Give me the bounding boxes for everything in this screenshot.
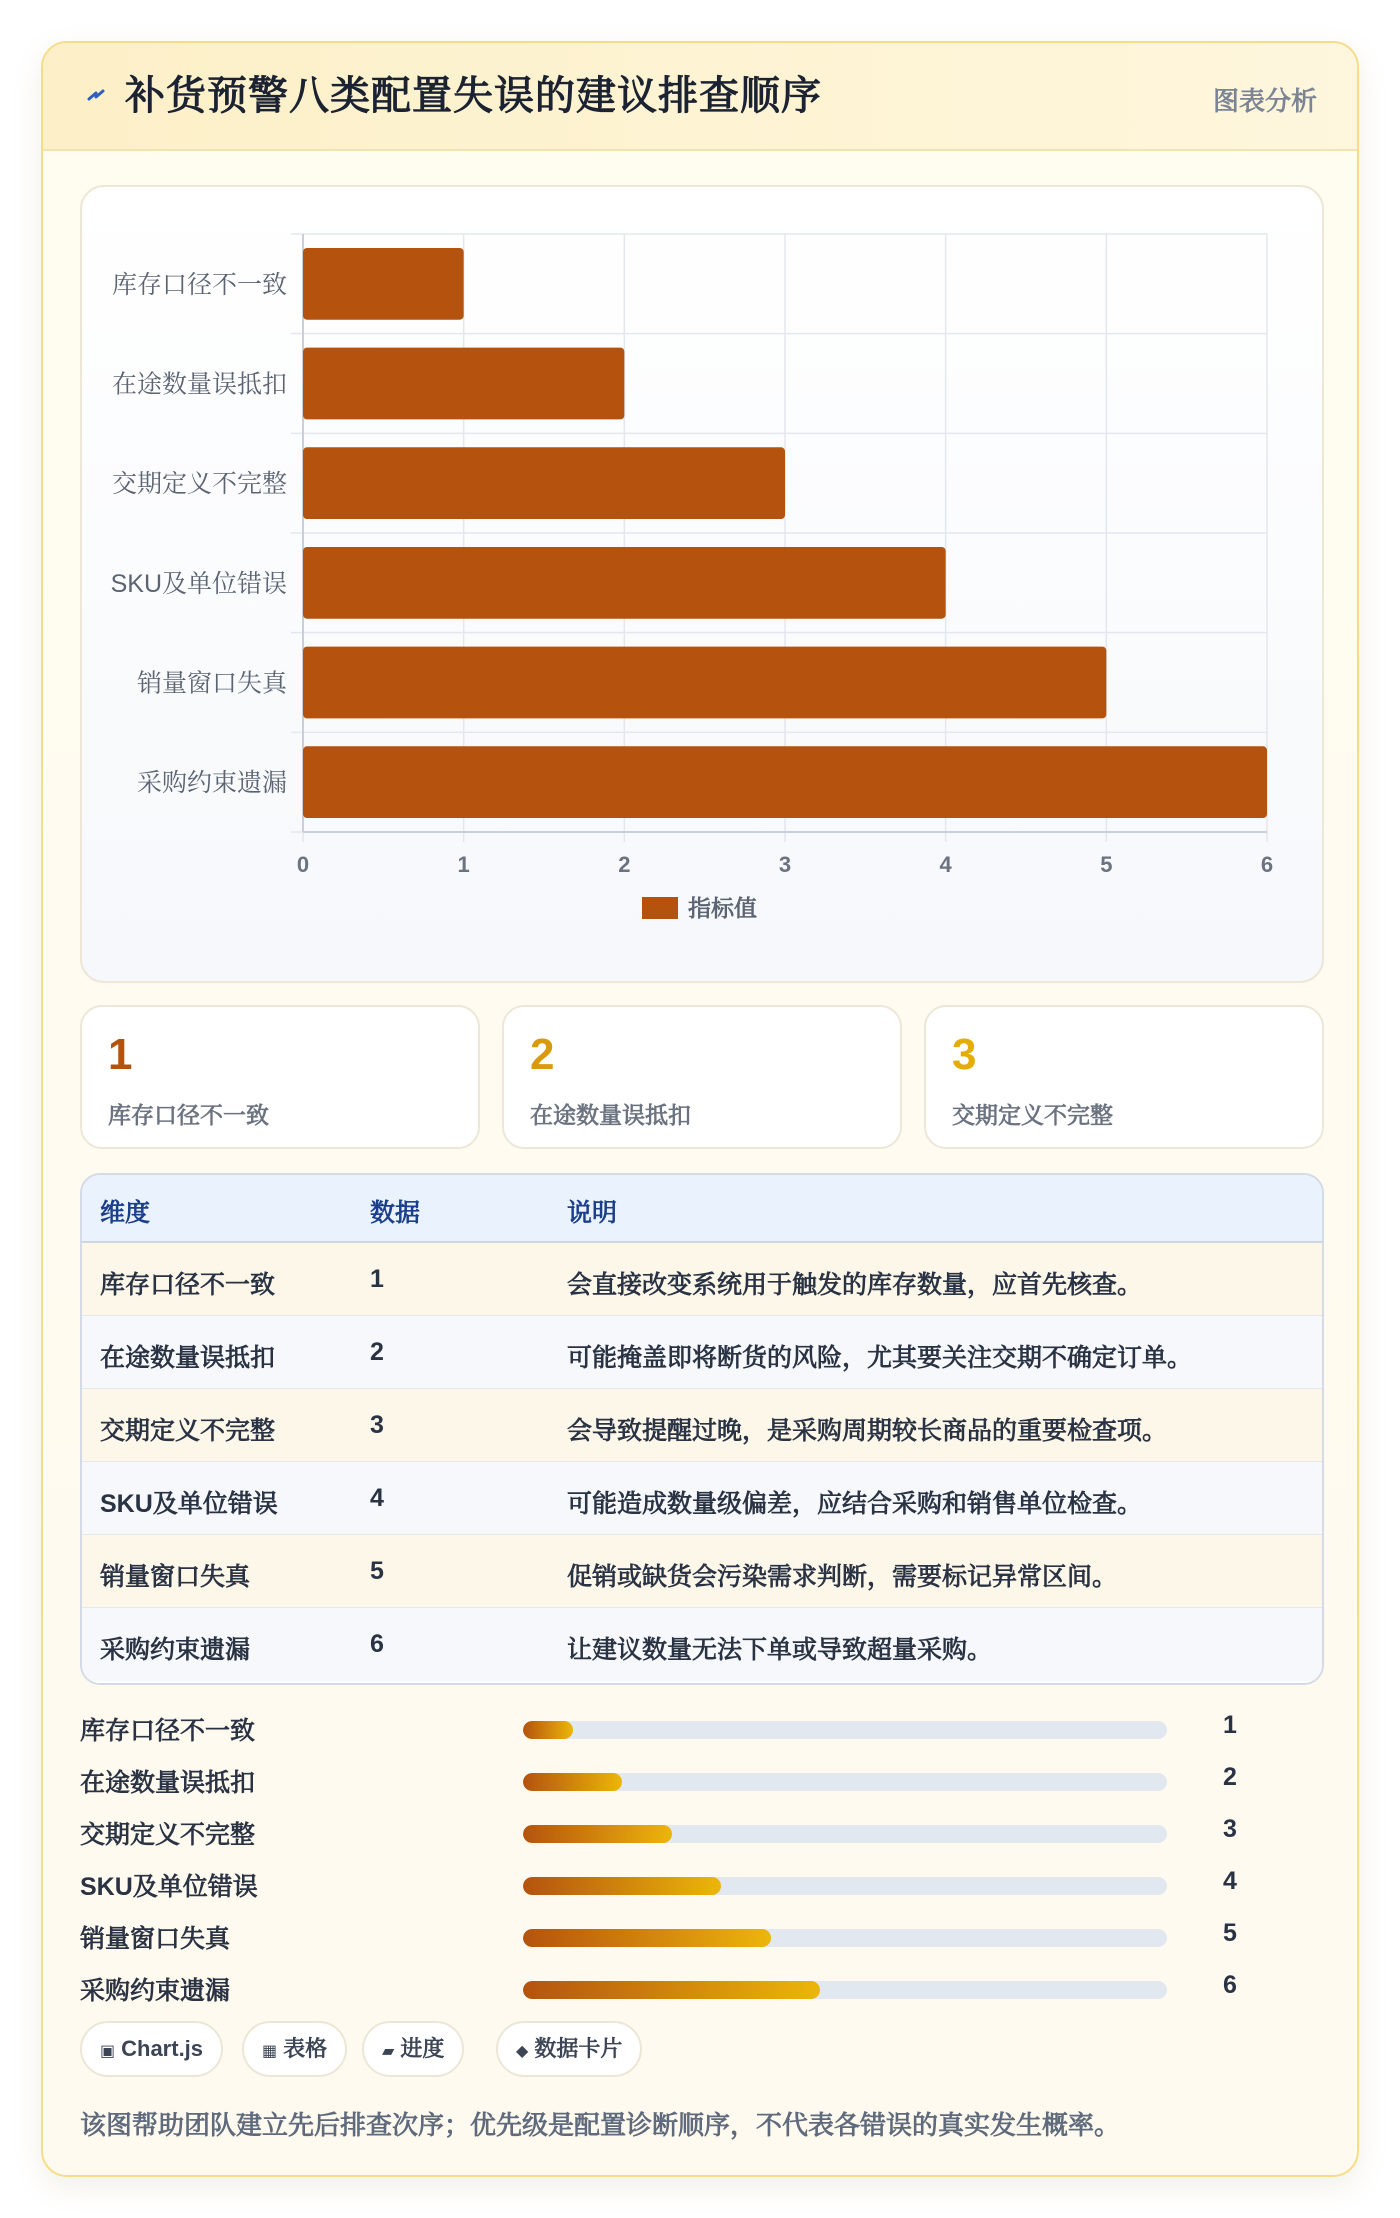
stat-card [80,1005,480,1149]
column-header-data: 数据 [370,1199,421,1227]
progress-fill [523,1721,573,1739]
progress-track [523,1721,1167,1739]
chart-bar [303,447,785,519]
table-row [82,1535,1322,1608]
progress-fill [523,1825,672,1843]
y-category-label: SKU及单位错误 [110,569,287,598]
progress-value: 2 [1223,1763,1237,1791]
table-cell: 5 [370,1557,384,1585]
progress-value: 3 [1223,1815,1237,1843]
table-cell: 让建议数量无法下单或导致超量采购。 [567,1636,993,1664]
progress-list [80,1707,1324,2027]
chip-label: 进度 [400,2036,445,2061]
page-title: 补货预警八类配置失误的建议排查顺序 [125,74,822,118]
progress-row [80,1915,1324,1955]
x-tick-label: 3 [778,852,792,877]
table-header [82,1175,1322,1243]
y-category-label: 采购约束遗漏 [136,769,287,798]
table-row [82,1316,1322,1389]
progress-fill [523,1929,771,1947]
chart-analysis-tag: 图表分析 [1212,86,1317,116]
chart-bar [303,647,1106,719]
chip-label: 表格 [283,2036,328,2061]
y-category-label: 交期定义不完整 [111,470,287,499]
chip-table[interactable] [242,2021,347,2077]
chart-card [41,41,1359,2177]
table-icon: ▦ [262,2043,278,2060]
stat-value: 2 [530,1030,555,1079]
progress-label: SKU及单位错误 [80,1873,258,1901]
chart-bar [303,348,624,420]
progress-value: 6 [1223,1971,1237,1999]
table-cell: 会导致提醒过晚，是采购周期较长商品的重要检查项。 [567,1417,1168,1445]
legend-swatch [642,897,678,919]
progress-value: 5 [1223,1919,1237,1947]
table-cell: 库存口径不一致 [100,1271,276,1299]
legend-label: 指标值 [688,895,757,921]
table-cell: 会直接改变系统用于触发的库存数量，应首先核查。 [567,1271,1143,1299]
progress-label: 采购约束遗漏 [80,1977,231,2005]
x-tick-label: 0 [296,852,310,877]
column-header-description: 说明 [567,1199,618,1227]
table-row [82,1462,1322,1535]
progress-row [80,1863,1324,1903]
x-tick-label: 4 [939,852,952,877]
progress-row [80,1967,1324,2007]
progress-row [80,1811,1324,1851]
stat-cards [80,1005,1324,1149]
table-cell: 促销或缺货会污染需求判断，需要标记异常区间。 [567,1563,1118,1591]
stat-card [924,1005,1324,1149]
progress-label: 库存口径不一致 [80,1717,256,1745]
table-row [82,1389,1322,1462]
table-cell: 3 [370,1411,384,1439]
table-cell: 采购约束遗漏 [100,1636,251,1664]
progress-label: 销量窗口失真 [80,1925,231,1953]
table-cell: 可能掩盖即将断货的风险，尤其要关注交期不确定订单。 [567,1344,1193,1372]
y-category-label: 在途数量误抵扣 [111,370,287,399]
chart-bar [303,746,1267,818]
progress-track [523,1981,1167,1999]
progress-fill [523,1981,820,1999]
table-cell: 2 [370,1338,384,1366]
progress-value: 4 [1223,1867,1237,1895]
table-row [82,1243,1322,1316]
table-cell: 销量窗口失真 [100,1563,251,1591]
progress-track [523,1773,1167,1791]
table-cell: 可能造成数量级偏差，应结合采购和销售单位检查。 [567,1490,1143,1518]
progress-icon: ▰ [382,2043,395,2060]
progress-track [523,1877,1167,1895]
x-tick-label: 6 [1260,852,1274,877]
card-header [43,43,1357,151]
stat-card [502,1005,902,1149]
table-cell: 在途数量误抵扣 [100,1344,276,1372]
progress-label: 交期定义不完整 [80,1821,256,1849]
lightning-icon [83,81,109,109]
stat-label: 库存口径不一致 [108,1102,269,1128]
chip-label: 数据卡片 [534,2036,623,2061]
x-tick-label: 5 [1100,852,1113,877]
x-tick-label: 2 [618,852,631,877]
table-cell: 1 [370,1265,384,1293]
table-cell: SKU及单位错误 [100,1490,278,1518]
progress-track [523,1929,1167,1947]
table-cell: 交期定义不完整 [100,1417,276,1445]
diamond-icon: ◆ [516,2043,529,2060]
chart-bar [303,547,946,619]
progress-value: 1 [1223,1711,1237,1739]
bar-chart [82,187,1326,985]
footnote: 该图帮助团队建立先后排查次序；优先级是配置诊断顺序，不代表各错误的真实发生概率。 [80,2110,1121,2140]
progress-row [80,1759,1324,1799]
stat-label: 交期定义不完整 [952,1102,1113,1128]
bar-chart-panel [80,185,1324,983]
data-table [80,1173,1324,1685]
x-tick-label: 1 [457,852,470,877]
progress-track [523,1825,1167,1843]
y-category-label: 库存口径不一致 [111,270,287,299]
chip-progress[interactable] [362,2021,464,2077]
chip-data-card[interactable] [496,2021,642,2077]
table-cell: 6 [370,1630,384,1658]
chip-chartjs[interactable] [80,2021,223,2077]
chart-icon: ▣ [100,2043,116,2060]
progress-fill [523,1877,721,1895]
stat-label: 在途数量误抵扣 [530,1102,691,1128]
y-category-label: 销量窗口失真 [136,669,287,698]
stat-value: 3 [952,1030,977,1079]
table-cell: 4 [370,1484,384,1512]
progress-label: 在途数量误抵扣 [80,1769,256,1797]
chart-bar [303,248,464,320]
progress-fill [523,1773,622,1791]
chip-label: Chart.js [121,2036,204,2061]
column-header-dimension: 维度 [100,1199,151,1227]
table-row [82,1608,1322,1681]
progress-row [80,1707,1324,1747]
stat-value: 1 [108,1030,133,1079]
